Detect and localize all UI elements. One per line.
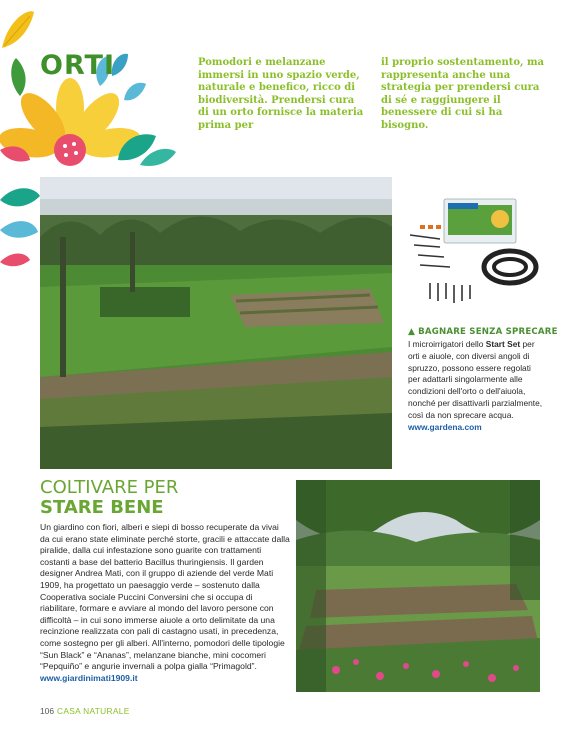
caption-title: ▲ BAGNARE SENZA SPRECARE: [408, 327, 558, 337]
product-name: Start Set: [485, 339, 521, 349]
gardena-link[interactable]: www.gardena.com: [408, 421, 482, 432]
intro-column-1: Pomodori e melanzane immersi in uno spazio verde, naturale e benefico, ricco di biodiversità. Prendersi cura di un orto fornisce la materia prima per: [198, 57, 364, 131]
triangle-icon: ▲: [408, 327, 416, 337]
caption-body: I microirrigatori dello Start Set per orti e aiuole, con diversi angoli di spruzzo, possono essere regolati per adattarli singolarmente alle condizioni dell'orto o dell'aiuola, nonché per disattivarli parzialmente, così da non sprecare acqua. www.gardena.com: [408, 339, 543, 432]
magazine-name: CASA NATURALE: [56, 706, 130, 716]
giardinimati-link[interactable]: www.giardinimati1909.it: [40, 672, 138, 683]
article-body: Un giardino con fiori, alberi e siepi di bosso recuperate da vivai da cui erano state eliminate perché storte, gracili e attaccate dalla piralide, dalla cui infestazione sono guarite con trattamenti costanti a base del batterio Bacillus thuringiensis. Il garden designer Andrea Mati, con il gruppo di aziende del verde Mati 1909, ha progettato un paesaggio verde – sostenuto dalla Cooperativa sociale Puccini Conversini che si occupa di riabilitare, formare e avviare al mondo del lavoro persone con difficoltà – in cui sono immerse aiuole a orto delimitate da una recinzione realizzata con pali di castagno usati, in precedenza, come sostegno per gli alberi. All'interno, pomodori delle tipologie “Sun Black” e “Ananas”, melanzane bianche, mini cocomeri “Pepquiño” e angurie invernali a polpa gialla “Primagold”. www.giardinimati1909.it: [40, 522, 290, 683]
article-title: COLTIVARE PER STARE BENE: [40, 477, 179, 518]
page-number: 106: [40, 706, 54, 716]
garden-photo-second: [296, 480, 540, 692]
garden-photo-main: [40, 177, 392, 469]
section-title: ORTI: [40, 50, 115, 81]
irrigation-kit-image: [400, 195, 545, 315]
page-footer: [40, 706, 130, 716]
intro-column-2: il proprio sostentamento, ma rappresenta anche una strategia per prendersi cura di sé e raggiungere il benessere di cui si ha bisogno.: [381, 57, 545, 131]
